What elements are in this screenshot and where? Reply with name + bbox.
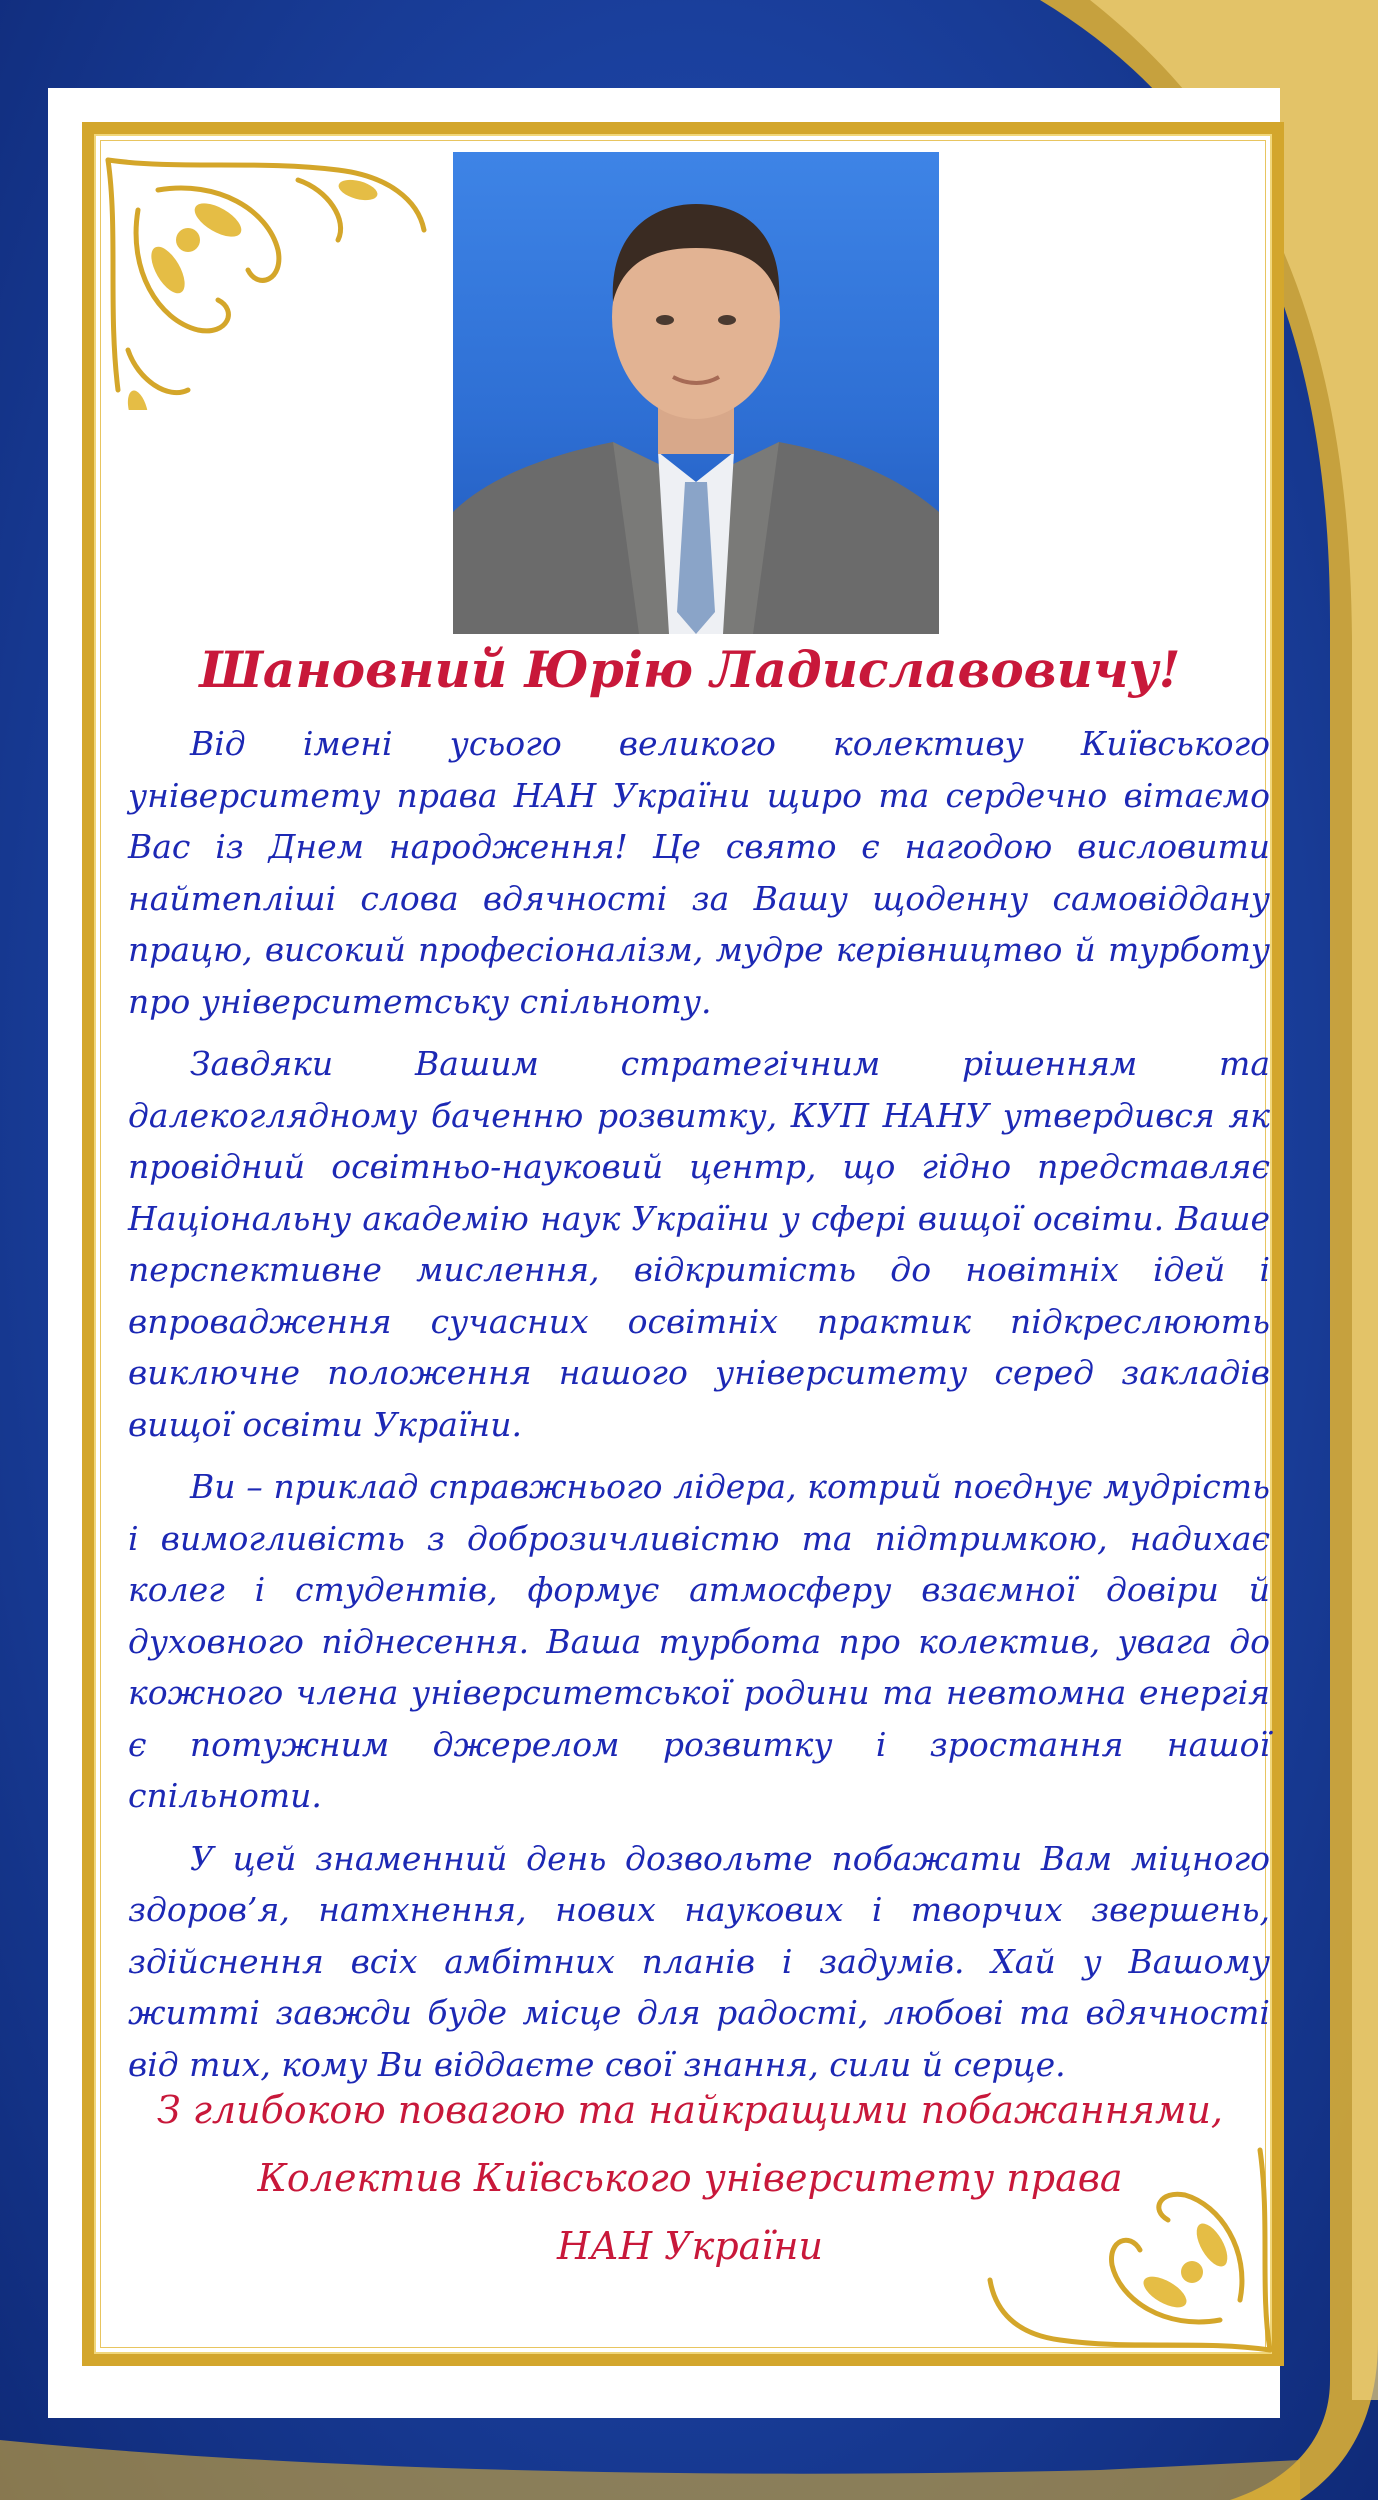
letter-paragraph: Від імені усього великого колективу Київського університету права НАН України щиро та сердечно вітаємо Вас із Днем народження! Це свято є нагодою висловити найтепліші слова вдячності за Вашу щоденну самовіддану працю, високий професіоналізм, мудре керівництво й турботу про університетську спільноту.: [128, 724, 1270, 1021]
letter-paragraph: Завдяки Вашим стратегічним рішенням та далекоглядному баченню розвитку, КУП НАНУ утвердився як провідний освітньо-науковий центр, що гідно представляє Національну академію наук України у сфері вищої освіти. Ваше перспективне мислення, відкритість до новітніх ідей і впровадження сучасних освітніх практик підкреслюють виключне положення нашого університету серед закладів вищої освіти України.: [128, 1044, 1270, 1444]
letter-paragraph: У цей знаменний день дозвольте побажати Вам міцного здоров’я, натхнення, нових наукових і творчих звершень, здійснення всіх амбітних планів і задумів. Хай у Вашому житті завжди буде місце для радості, любові та вдячності від тих, кому Ви віддаєте свої знання, сили й серце.: [128, 1838, 1270, 2084]
signature-line: Колектив Київського університету права: [257, 2156, 1123, 2200]
signature-block: [130, 2076, 1250, 2280]
portrait-photo: [453, 152, 939, 634]
gold-flourish-icon: [98, 150, 438, 410]
signature-line: З глибокою повагою та найкращими побажаннями,: [156, 2088, 1224, 2132]
signature-line: НАН України: [557, 2224, 823, 2268]
letter-paragraph: Ви – приклад справжнього лідера, котрий поєднує мудрість і вимогливість з доброзичливістю та підтримкою, надихає колег і студентів, формує атмосферу взаємної довіри й духовного піднесення. Ваша турбота про колектив, увага до кожного члена університетської родини та невтомна енергія є потужним джерелом розвитку і зростання нашої спільноти.: [128, 1467, 1270, 1815]
greeting-title: Шановний Юрію Ладиславовичу!: [199, 640, 1181, 699]
letter-body: [128, 718, 1270, 2101]
